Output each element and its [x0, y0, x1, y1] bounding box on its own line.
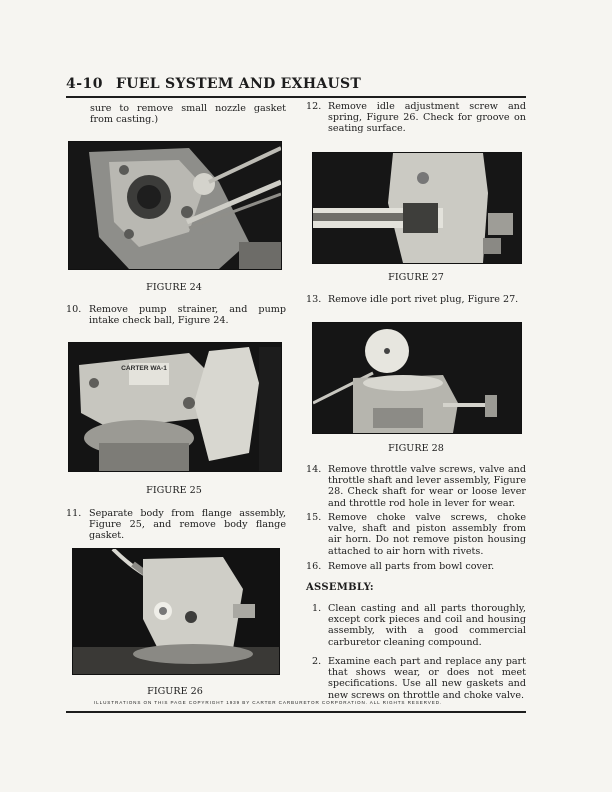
assembly-heading: ASSEMBLY:: [306, 582, 374, 593]
figure-26-caption: FIGURE 26: [147, 686, 203, 697]
figure-28-photo: [312, 322, 522, 434]
figure-24-photo: [68, 141, 282, 270]
step-11: [66, 508, 286, 542]
figure-27-caption: FIGURE 27: [388, 272, 444, 283]
step-text: Remove idle port rivet plug, Figure 27.: [328, 294, 519, 305]
figure-25-caption: FIGURE 25: [146, 485, 202, 496]
section-title: FUEL SYSTEM AND EXHAUST: [116, 76, 362, 92]
step-text: Clean casting and all parts thoroughly, except cork pieces and coil and housing assembly, with a good commercial carburetor cleaning compound.: [328, 603, 526, 648]
step-number: 16.: [306, 561, 322, 572]
step-number: 14.: [306, 464, 322, 475]
step-number: 10.: [66, 304, 82, 315]
figure-25-photo: [68, 342, 282, 472]
step-text: Examine each part and replace any part that shows wear, or does not meet specifications. Use all new gaskets and new screws on throttle and choke valve.: [328, 656, 526, 701]
step-number: 11.: [66, 508, 82, 519]
page-header: [66, 76, 526, 96]
step-15: [306, 512, 526, 558]
figure-27-photo: [312, 152, 522, 264]
step-text: Remove choke valve screws, choke valve, shaft and piston assembly from air horn. Do not remove piston housing attached to air horn with rivets.: [328, 512, 526, 557]
step-text: Remove pump strainer, and pump intake check ball, Figure 24.: [89, 304, 286, 327]
figure-28-caption: FIGURE 28: [388, 443, 444, 454]
step-text: Remove throttle valve screws, valve and throttle shaft and lever assembly, Figure 28. Check shaft for wear or loose lever and throttle rod hole in lever for wear.: [328, 464, 526, 509]
carter-plate-label: CARTER WA-1: [121, 365, 167, 372]
assembly-step-2: [312, 656, 526, 702]
step-text: Separate body from flange assembly, Figure 25, and remove body flange gasket.: [89, 508, 286, 542]
intro-text: sure to remove small nozzle gasket from casting.): [90, 103, 286, 126]
step-number: 1.: [312, 603, 322, 614]
copyright-notice: ILLUSTRATIONS ON THIS PAGE COPYRIGHT 1939 BY CARTER CARBURETOR CORPORATION. ALL RIGHTS RESERVED.: [94, 700, 443, 705]
step-12: [306, 101, 526, 137]
step-16: [306, 561, 526, 573]
step-text: Remove all parts from bowl cover.: [328, 561, 495, 572]
page-number: 4-10: [66, 76, 104, 92]
step-number: 15.: [306, 512, 322, 523]
header-rule: [66, 96, 526, 98]
step-number: 2.: [312, 656, 322, 667]
figure-26-photo: [72, 548, 280, 675]
footer-rule: [66, 711, 526, 713]
step-10: [66, 304, 286, 328]
step-13: [306, 294, 526, 306]
figure-24-caption: FIGURE 24: [146, 282, 202, 293]
assembly-step-1: [312, 603, 526, 649]
step-14: [306, 464, 526, 510]
step-number: 12.: [306, 101, 322, 112]
step-number: 13.: [306, 294, 322, 305]
step-text: Remove idle adjustment screw and spring, Figure 26. Check for groove on seating surface.: [328, 101, 526, 135]
